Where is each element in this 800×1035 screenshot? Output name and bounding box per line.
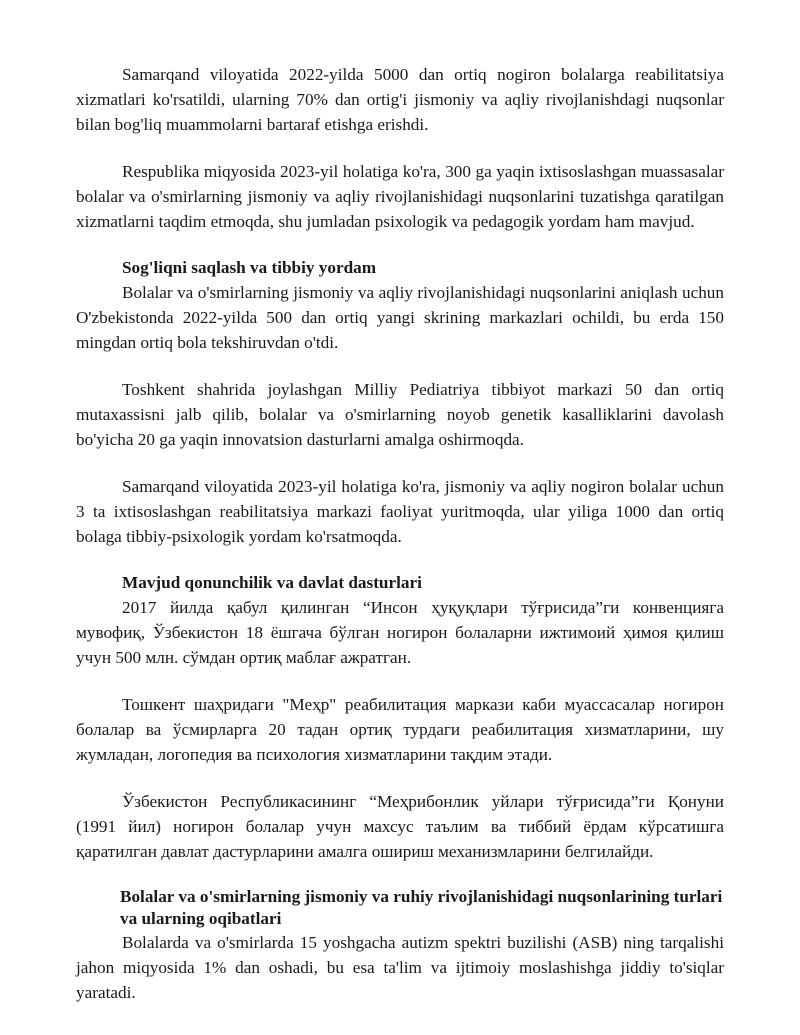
section-heading-law: Mavjud qonunchilik va davlat dasturlari <box>122 573 422 592</box>
paragraph: Bolalar va o'smirlarning jismoniy va aqliy rivojlanishidagi nuqsonlarini aniqlash uchun O'zbekistonda 2022-yilda 500 dan ortiq yangi skrining markazlari ochildi, bu erda 150 mingdan ortiq bola tekshiruvdan o'tdi. <box>76 283 724 352</box>
paragraph: Ўзбекистон Республикасининг “Меҳрибонлик уйлари тўғрисида”ги Қонуни (1991 йил) ногирон болалар учун махсус таълим ва тиббий ёрдам кўрсатишга қаратилган давлат дастурларини амалга ошириш механизмларини белгилайди. <box>76 792 724 861</box>
paragraph: Samarqand viloyatida 2022-yilda 5000 dan ortiq nogiron bolalarga reabilitatsiya xizmatlari ko'rsatildi, ularning 70% dan ortig'i jismoniy va aqliy rivojlanishdagi nuqsonlar bilan bog'liq muammolarni bartaraf etishga erishdi. <box>76 65 724 134</box>
paragraph: Toshkent shahrida joylashgan Milliy Pediatriya tibbiyot markazi 50 dan ortiq mutaxassisni jalb qilib, bolalar va o'smirlarning noyob genetik kasalliklarini davolash bo'yicha 20 ga yaqin innovatsion dasturlarni amalga oshirmoqda. <box>76 380 724 449</box>
paragraph: Respublika miqyosida 2023-yil holatiga ko'ra, 300 ga yaqin ixtisoslashgan muassasalar bolalar va o'smirlarning jismoniy va aqliy rivojlanishidagi nuqsonlarini tuzatishga qaratilgan xizmatlarni taqdim etmoqda, shu jumladan psixologik va pedagogik yordam ham mavjud. <box>76 162 724 231</box>
section-heading-health: Sog'liqni saqlash va tibbiy yordam <box>122 258 377 277</box>
paragraph: Bolalarda va o'smirlarda 15 yoshgacha autizm spektri buzilishi (ASB) ning tarqalishi jahon miqyosida 1% dan oshadi, bu esa ta'lim va ijtimoiy moslashishga jiddiy to'siqlar yaratadi. <box>76 933 724 1002</box>
section-heading-types: Bolalar va o'smirlarning jismoniy va ruhiy rivojlanishidagi nuqsonlarining turlari va ularning oqibatlari <box>120 887 723 928</box>
paragraph: Тошкент шаҳридаги "Меҳр" реабилитация маркази каби муассасалар ногирон болалар ва ўсмирларга 20 тадан ортиқ турдаги реабилитация хизматларини, шу жумладан, логопедия ва психология хизматларини тақдим этади. <box>76 695 724 764</box>
paragraph: Samarqand viloyatida 2023-yil holatiga ko'ra, jismoniy va aqliy nogiron bolalar uchun 3 ta ixtisoslashgan reabilitatsiya markazi faoliyat yuritmoqda, ular yiliga 1000 dan ortiq bolaga tibbiy-psixologik yordam ko'rsatmoqda. <box>76 477 724 546</box>
document-page <box>76 62 724 1005</box>
paragraph: 2017 йилда қабул қилинган “Инсон ҳуқуқлари тўғрисида”ги конвенцияга мувофиқ, Ўзбекистон 18 ёшгача бўлган ногирон болаларни ижтимоий ҳимоя қилиш учун 500 млн. сўмдан ортиқ маблағ ажратган. <box>76 598 724 667</box>
